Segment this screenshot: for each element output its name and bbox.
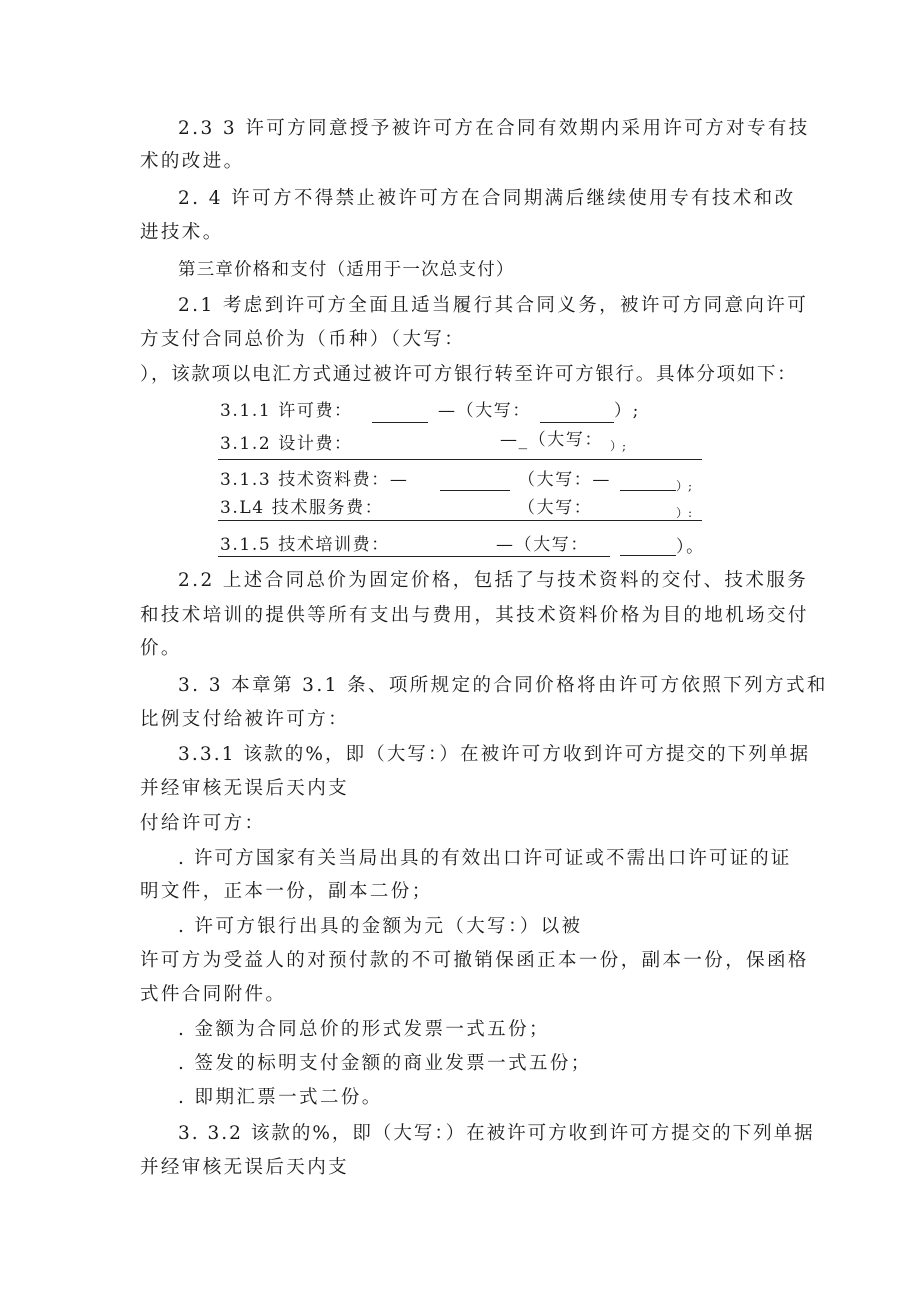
fee-item-4-underline [218, 520, 702, 521]
clause-2-2: 2.2 上述合同总价为固定价格，包括了与技术资料的交付、技术服务 [178, 570, 809, 591]
clause-2-2-cont: 和技术培训的提供等所有支出与费用，其技术资料价格为目的地机场交付 [140, 605, 809, 626]
fee-item-3-capital-label: （大写：— [518, 470, 611, 490]
fee-item-5-underline [218, 556, 610, 557]
document-item-bank-guarantee-cont: 许可方为受益人的对预付款的不可撤销保函正本一份，副本一份，保函格 [140, 950, 809, 971]
clause-3-3: 3. 3 本章第 3.1 条、项所规定的合同价格将由许可方依照下列方式和 [178, 675, 828, 696]
clause-2-4-cont: 进技术。 [140, 222, 224, 243]
document-item-bank-guarantee: . 许可方银行出具的金额为元（大写：）以被 [178, 916, 583, 937]
fee-item-5-capital-blank [620, 555, 676, 556]
fee-item-3-label: 3.1.3 技术资料费：— [220, 470, 409, 490]
fee-item-2-end: ）; [610, 439, 627, 453]
clause-2-4: 2. 4 许可方不得禁止被许可方在合同期满后继续使用专有技术和改 [178, 188, 796, 209]
fee-item-5-label: 3.1.5 技术培训费： [220, 535, 390, 555]
clause-3-3-1: 3.3.1 该款的%，即（大写：）在被许可方收到许可方提交的下列单据 [178, 744, 811, 765]
fee-item-5-end: ）。 [676, 537, 705, 557]
document-item-export-license: . 许可方国家有关当局出具的有效出口许可证或不需出口许可证的证 [178, 848, 792, 869]
clause-2-1-cont-2: ），该款项以电汇方式通过被许可方银行转至许可方银行。具体分项如下： [140, 364, 798, 385]
fee-item-2-capital-label: —_（大写： [500, 430, 604, 450]
clause-2-1: 2.1 考虑到许可方全面且适当履行其合同义务，被许可方同意向许可 [178, 295, 809, 316]
fee-item-1-label: 3.1.1 许可费： [220, 401, 353, 421]
fee-item-1-capital-label: —（大写： [438, 401, 531, 421]
clause-3-3-1-cont-2: 付给许可方： [140, 813, 266, 834]
clause-2-2-cont-2: 价。 [140, 638, 182, 659]
chapter-3-heading: 第三章价格和支付（适用于一次总支付） [178, 260, 515, 280]
clause-2-3-3-cont: 术的改进。 [140, 151, 245, 172]
fee-item-4-capital-label: （大写： [518, 498, 593, 518]
fee-item-2-label: 3.1.2 设计费： [220, 434, 353, 454]
fee-item-3-end: ）; [676, 479, 693, 493]
fee-item-1-capital-blank [540, 422, 614, 423]
document-item-export-license-cont: 明文件，正本一份，副本二份； [140, 881, 433, 902]
fee-item-1-end: ）; [614, 401, 640, 421]
clause-3-3-1-cont: 并经审核无误后天内支 [140, 778, 350, 799]
clause-3-3-2-cont: 并经审核无误后天内支 [140, 1157, 350, 1178]
fee-item-4-label: 3.L4 技术服务费： [220, 498, 384, 518]
fee-item-3-amount-blank [440, 490, 510, 491]
fee-item-2-underline [218, 459, 702, 460]
clause-3-3-2: 3. 3.2 该款的%，即（大写：）在被许可方收到许可方提交的下列单据 [178, 1123, 815, 1144]
clause-3-3-cont: 比例支付给被许可方： [140, 709, 350, 730]
document-item-bank-guarantee-cont-2: 式件合同附件。 [140, 984, 287, 1005]
document-item-commercial-invoice: . 签发的标明支付金额的商业发票一式五份； [178, 1053, 592, 1074]
fee-item-5-capital-label: —（大写： [496, 535, 589, 555]
fee-item-4-end: ）: [676, 506, 693, 520]
fee-item-1-amount-blank [372, 422, 428, 423]
document-item-sight-draft: . 即期汇票一式二份。 [178, 1087, 383, 1108]
clause-2-3-3: 2.3 3 许可方同意授予被许可方在合同有效期内采用许可方对专有技 [178, 118, 810, 139]
fee-item-3-capital-blank [620, 490, 676, 491]
clause-2-1-cont: 方支付合同总价为（币种）（大写： [140, 329, 466, 350]
document-item-proforma-invoice: . 金额为合同总价的形式发票一式五份； [178, 1019, 550, 1040]
